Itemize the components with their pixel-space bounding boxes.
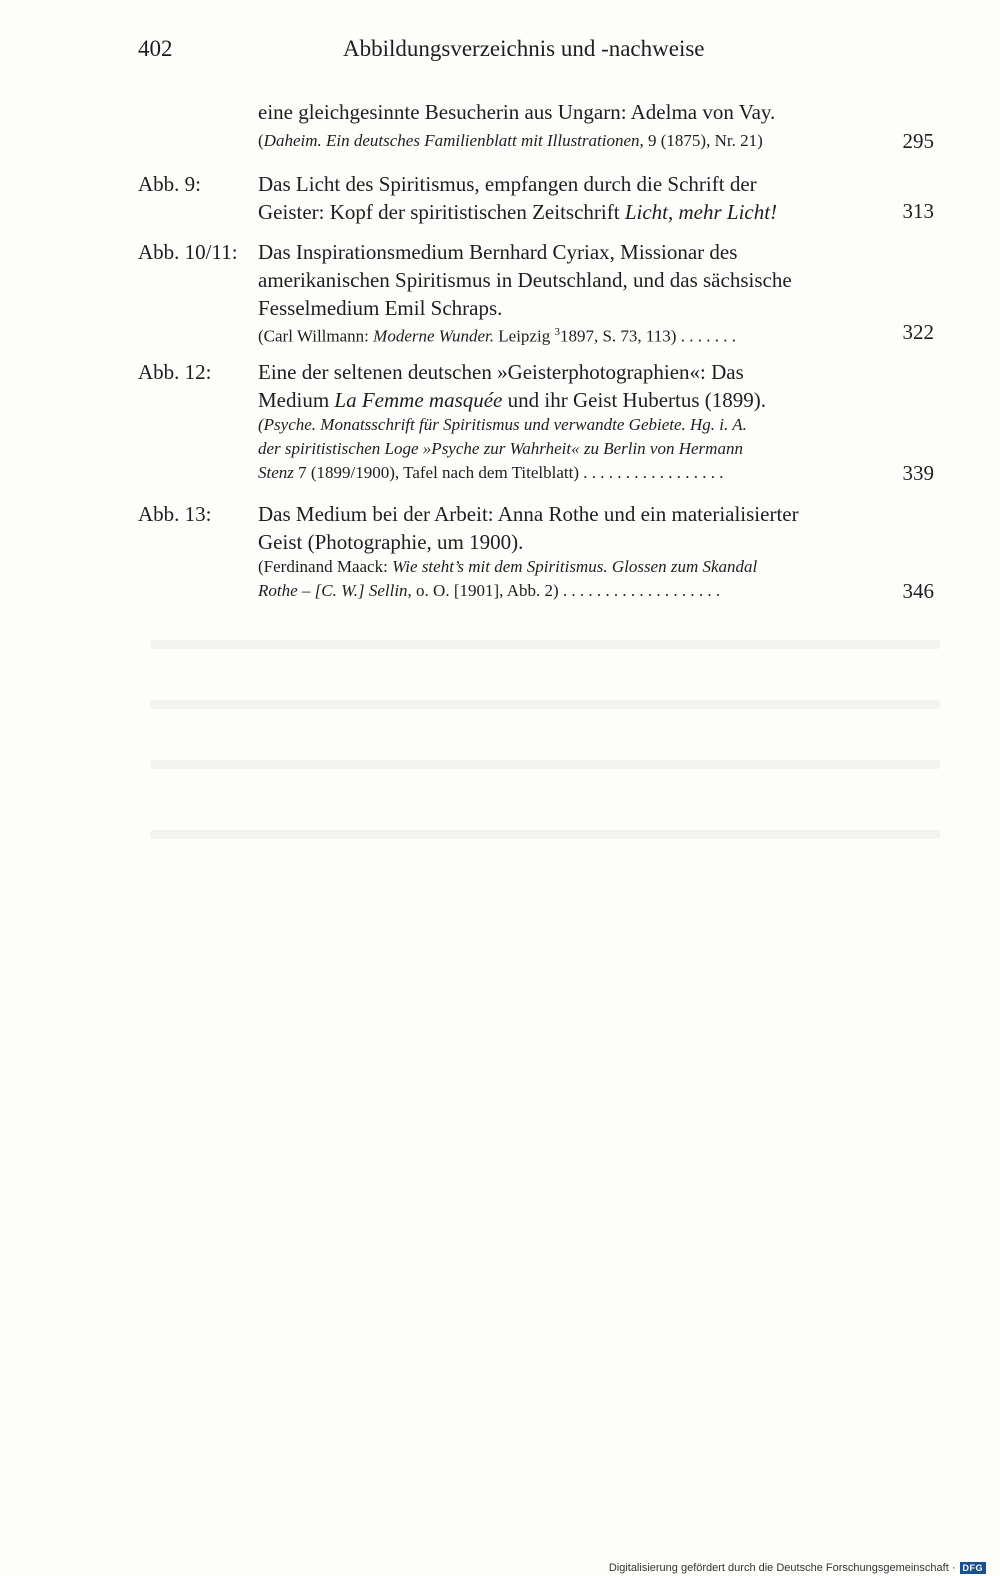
show-through-shade — [150, 830, 940, 839]
entry-text: amerikanischen Spiritismus in Deutschland, und das sächsische — [258, 268, 792, 292]
page-ref: 346 — [902, 579, 934, 603]
footer-text: Digitalisierung gefördert durch die Deutsche Forschungsgemeinschaft · — [608, 1562, 956, 1574]
entry-source — [258, 438, 743, 460]
page-ref: 313 — [902, 199, 934, 223]
source-place: Leipzig — [494, 326, 555, 346]
edition-superscript: 3 — [554, 326, 560, 338]
figure-label: Abb. 13: — [138, 502, 212, 526]
page-ref: 295 — [902, 129, 934, 153]
source-details: 1897, S. 73, 113) . . . . . . . — [559, 326, 736, 346]
medium-name: La Femme masquée — [334, 388, 503, 412]
figure-label: Abb. 12: — [138, 360, 212, 384]
entry-source — [258, 462, 723, 484]
entry-source — [258, 556, 757, 578]
source-details: , o. O. [1901], Abb. 2) . . . . . . . . . . . . . . . . . . . — [407, 581, 721, 600]
entry-text: Das Inspirationsmedium Bernhard Cyriax, Missionar des — [258, 240, 738, 264]
entry-source — [258, 321, 736, 348]
digitization-footer — [609, 1562, 986, 1574]
source-author: (Carl Willmann: — [258, 326, 374, 346]
figure-label: Abb. 10/11: — [138, 240, 238, 264]
page-number: 402 — [138, 36, 173, 61]
source-title: Daheim. Ein deutsches Familienblatt mit Illustrationen — [263, 131, 640, 150]
entry-source — [258, 580, 720, 602]
source-title: (Psyche. Monatsschrift für Spiritismus und verwandte Gebiete. Hg. i. A. — [258, 415, 747, 434]
entry-text: eine gleichgesinnte Besucherin aus Ungarn: Adelma von Vay. — [258, 100, 776, 124]
entry-text-plain: und ihr Geist Hubertus (1899). — [502, 388, 767, 412]
show-through-shade — [150, 640, 940, 649]
entry-text-plain: Geister: Kopf der spiritistischen Zeitschrift — [258, 200, 625, 224]
entry-text: Das Licht des Spiritismus, empfangen durch die Schrift der — [258, 172, 757, 196]
journal-title: Licht, mehr Licht! — [624, 200, 778, 224]
source-editor: Stenz — [258, 463, 294, 482]
source-title: Rothe – [C. W.] Sellin — [258, 581, 408, 600]
entry-text: Geist (Photographie, um 1900). — [258, 530, 524, 554]
source-details: 7 (1899/1900), Tafel nach dem Titelblatt) . . . . . . . . . . . . . . . . . — [293, 463, 724, 482]
entry-text — [258, 198, 777, 226]
entry-text: Das Medium bei der Arbeit: Anna Rothe und ein materialisierter — [258, 502, 799, 526]
page-ref: 322 — [902, 320, 934, 344]
page-ref: 339 — [902, 461, 934, 485]
source-author: (Ferdinand Maack: — [258, 557, 393, 576]
running-title: Abbildungsverzeichnis und -nachweise — [343, 36, 705, 61]
figure-label: Abb. 9: — [138, 172, 201, 196]
source-title: Moderne Wunder. — [373, 326, 495, 346]
source-details: , 9 (1875), Nr. 21) — [639, 131, 763, 150]
entry-source — [258, 414, 747, 436]
entry-text — [258, 386, 766, 414]
dfg-logo: DFG — [960, 1562, 987, 1574]
source-title: Wie steht’s mit dem Spiritismus. Glossen zum Skandal — [392, 557, 758, 576]
entry-text-plain: Medium — [258, 388, 335, 412]
show-through-shade — [150, 700, 940, 709]
entry-source: (Daheim. Ein deutsches Familienblatt mit Illustrationen, 9 (1875), Nr. 21) — [258, 131, 763, 150]
entry-text: Fesselmedium Emil Schraps. — [258, 296, 503, 320]
show-through-shade — [150, 760, 940, 769]
source-title: der spiritistischen Loge »Psyche zur Wahrheit« zu Berlin von Hermann — [258, 439, 743, 458]
entry-text: Eine der seltenen deutschen »Geisterphotographien«: Das — [258, 360, 744, 384]
